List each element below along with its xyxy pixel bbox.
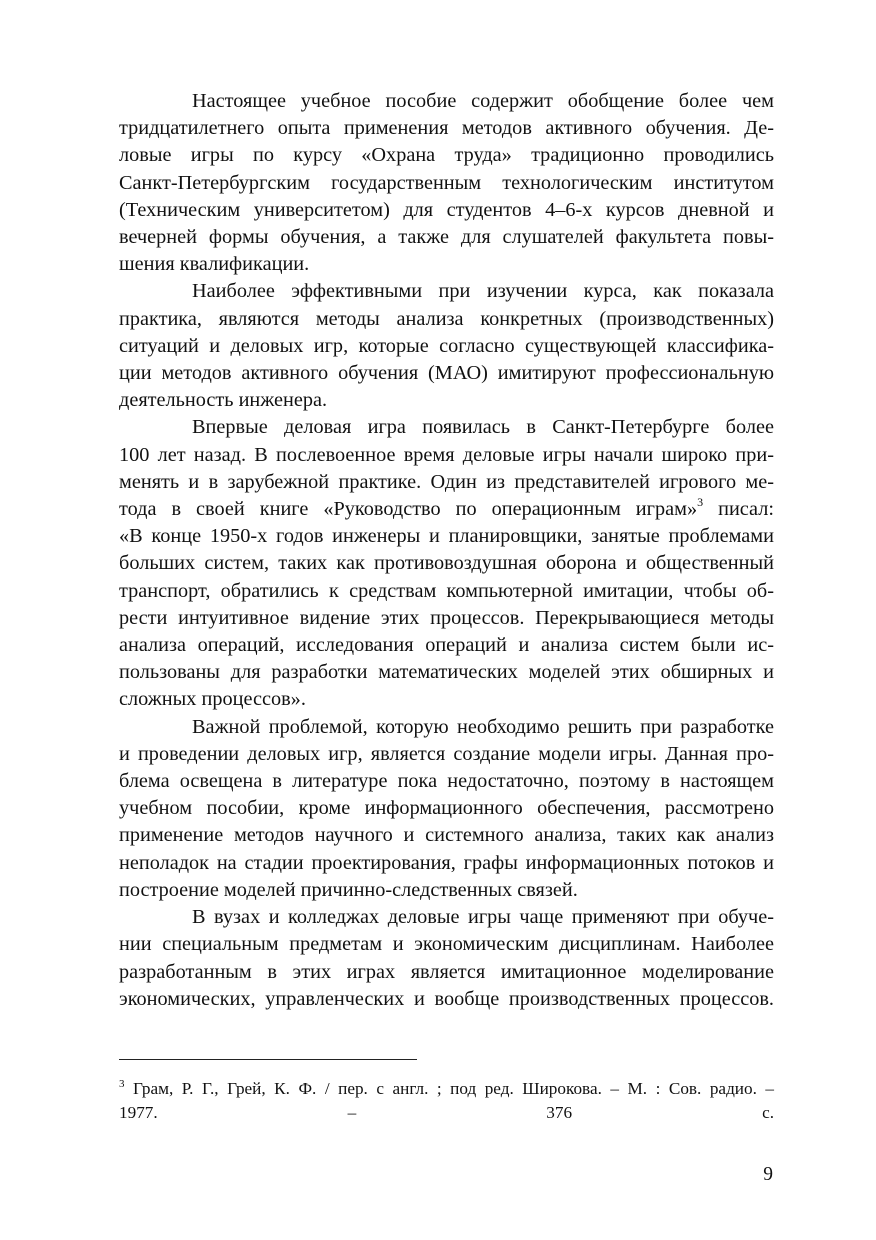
paragraph-line: применение методов научного и системного анализа, таких как анализ: [119, 824, 774, 847]
paragraph-line: пользованы для разработки математических моделей этих обширных и: [119, 661, 774, 684]
paragraph-4: [119, 714, 774, 904]
paragraph-line: В вузах и колледжах деловые игры чаще применяют при обуче-: [192, 906, 774, 929]
paragraph-line: больших систем, таких как противовоздушная оборона и общественный: [119, 552, 774, 575]
paragraph-line: нии специальным предметам и экономическим дисциплинам. Наиболее: [119, 933, 774, 956]
paragraph-line: менять и в зарубежной практике. Один из представителей игрового ме-: [119, 470, 774, 493]
paragraph-1: [119, 88, 774, 278]
paragraph-line: Важной проблемой, которую необходимо решить при разработке: [192, 715, 774, 738]
paragraph-line: и проведении деловых игр, является создание модели игры. Данная про-: [119, 742, 774, 765]
paragraph-line: Настоящее учебное пособие содержит обобщение более чем: [192, 90, 774, 112]
paragraph-line: вечерней формы обучения, а также для слушателей факультета повы-: [119, 226, 774, 249]
footnote: [119, 1077, 774, 1124]
paragraph-line: шения квалификации.: [119, 253, 310, 276]
page-body: [119, 88, 774, 1013]
paragraph-line: рести интуитивное видение этих процессов. Перекрывающиеся методы: [119, 606, 774, 629]
footnote-text: Грам, Р. Г., Грей, К. Ф. / пер. с англ. ; под ред. Широкова. – М. : Сов. радио. –: [133, 1079, 775, 1098]
paragraph-line: ситуаций и деловых игр, которые согласно существующей классифика-: [119, 334, 774, 357]
paragraph-2: [119, 278, 774, 414]
paragraph-line: практика, являются методы анализа конкретных (производственных): [119, 307, 774, 330]
paragraph-line: ции методов активного обучения (МАО) имитируют профессиональную: [119, 362, 774, 385]
footnote-line: [119, 1077, 774, 1101]
paragraph-line: учебном пособии, кроме информационного обеспечения, рассмотрено: [119, 797, 774, 820]
footnote-divider: [119, 1059, 417, 1060]
paragraph-line: (Техническим университетом) для студентов 4–6-х курсов дневной и: [119, 198, 774, 221]
paragraph-line: построение моделей причинно-следственных связей.: [119, 878, 578, 901]
paragraph-line: Санкт-Петербургским государственным технологическим институтом: [119, 171, 774, 194]
paragraph-line: транспорт, обратились к средствам компьютерной имитации, чтобы об-: [119, 579, 774, 602]
paragraph-line: Впервые деловая игра появилась в Санкт-Петербурге более: [192, 416, 774, 439]
paragraph-line: экономических, управленческих и вообще производственных процессов.: [119, 987, 774, 1010]
paragraph-line: деятельность инженера.: [119, 389, 328, 412]
paragraph-line: Наиболее эффективными при изучении курса, как показала: [192, 280, 774, 303]
paragraph-line: анализа операций, исследования операций и анализа систем были ис-: [119, 634, 774, 657]
footnote-line: 1977. – 376 с.: [119, 1102, 774, 1122]
paragraph-line-with-footnote: [119, 496, 774, 523]
paragraph-5: [119, 904, 774, 1013]
paragraph-line-tail: писал:: [703, 498, 774, 521]
paragraph-line: тридцатилетнего опыта применения методов активного обучения. Де-: [119, 117, 774, 140]
footnote-number: 3: [119, 1078, 125, 1090]
paragraph-line: разработанным в этих играх является имитационное моделирование: [119, 960, 774, 983]
paragraph-line: «В конце 1950-х годов инженеры и планировщики, занятые проблемами: [119, 525, 774, 548]
paragraph-3: [119, 414, 774, 713]
paragraph-line-text: тода в своей книге «Руководство по операционным играм»: [119, 498, 698, 521]
page-number: 9: [763, 1164, 773, 1185]
paragraph-line: неполадок на стадии проектирования, графы информационных потоков и: [119, 851, 774, 874]
paragraph-line: 100 лет назад. В послевоенное время деловые игры начали широко при-: [119, 443, 774, 466]
paragraph-line: ловые игры по курсу «Охрана труда» традиционно проводились: [119, 144, 774, 167]
paragraph-line: блема освещена в литературе пока недостаточно, поэтому в настоящем: [119, 770, 774, 793]
footnote-reference[interactable]: 3: [697, 495, 704, 510]
paragraph-line: сложных процессов».: [119, 688, 306, 711]
